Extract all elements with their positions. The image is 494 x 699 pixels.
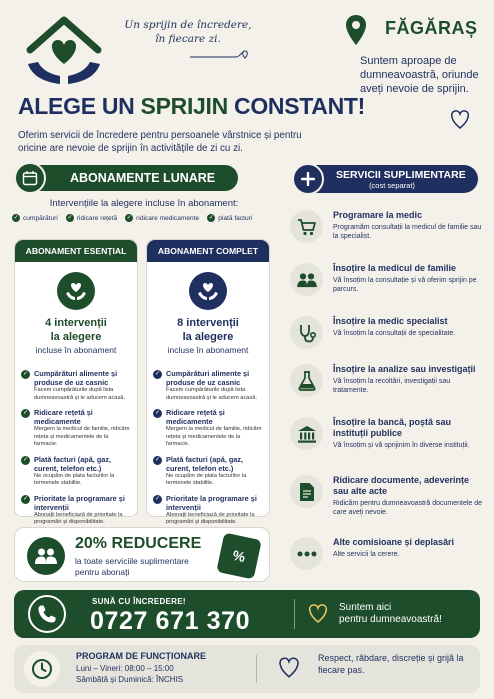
service-item [290, 364, 486, 397]
discount-desc: la toate serviciile suplimentare pentru abonați [75, 556, 189, 577]
city-description: Suntem aproape de dumneavoastră, oriunde aveți nevoie de sprijin. [360, 55, 479, 95]
item-desc: Mergem la medicul de familie, ridicăm rețeta și medicamentele de la farmacie. [34, 426, 130, 447]
people-icon [290, 263, 323, 296]
dots-icon [290, 537, 323, 570]
check-icon: ✓ [22, 371, 29, 377]
tagline [118, 18, 258, 61]
location-pin-icon [345, 14, 367, 46]
plan-name: ABONAMENT COMPLET [147, 240, 269, 262]
service-item [290, 316, 486, 349]
plan-item [153, 369, 263, 402]
document-icon [290, 475, 323, 508]
flask-icon [290, 364, 323, 397]
service-desc: Ridicăm pentru dumneavoastră documentele de care aveți nevoie. [333, 500, 483, 516]
service-title: Însoțire la medicul de familie [333, 263, 457, 273]
chip [207, 214, 252, 222]
call-message-line-1: Suntem aici [339, 602, 392, 613]
page-title [18, 93, 365, 120]
title-part-2: SPRIJIN [140, 93, 228, 119]
extra-services-header [298, 165, 478, 193]
plan-count: 4 intervenții [45, 317, 107, 329]
tagline-line-1: Un sprijin de încredere, [124, 19, 252, 31]
plan-item [21, 455, 131, 488]
monthly-subscriptions-header [14, 165, 238, 191]
values-text: Respect, răbdare, discreție și grijă la fiecare pas. [318, 653, 464, 675]
chip-label: cumpărături [23, 214, 58, 222]
plus-icon [292, 163, 324, 195]
plan-item [21, 494, 131, 527]
intro-text: Oferim servicii de încredere pentru persoanele vârstnice și pentru oricine are nevoie de sprijin în activitățile de zi cu zi. [18, 130, 302, 154]
service-item [290, 263, 486, 296]
service-desc: Vă însoțim și vă sprijinim în diverse instituții. [333, 442, 470, 449]
included-intro: Intervențiile la alegere incluse în abonament: [49, 198, 239, 209]
plan-item [153, 408, 263, 449]
plan-items [15, 369, 137, 527]
schedule-lines [76, 664, 183, 685]
discount-banner [14, 527, 270, 582]
bank-icon [290, 417, 323, 450]
schedule-title: PROGRAM DE FUNCȚIONARE [76, 651, 206, 661]
heart-outline-icon [448, 108, 472, 135]
item-desc: Ne ocupăm de plata facturilor la termenele stabilite. [34, 472, 115, 486]
city-name: FĂGĂRAȘ [385, 18, 478, 38]
check-icon: ✓ [22, 495, 29, 502]
cart-icon [290, 210, 323, 243]
heart-hands-icon [57, 272, 95, 310]
chip [66, 214, 117, 222]
included-chips [12, 214, 282, 222]
service-desc: Programăm consultații la medicul de familie sau la specialist. [333, 224, 482, 240]
extra-services-subtitle: (cost separat) [369, 181, 415, 190]
price-tag-icon: % [216, 532, 261, 579]
chip [12, 214, 58, 222]
plan-card-essential [14, 239, 138, 525]
plan-count-sub: la alegere [50, 331, 102, 343]
stethoscope-icon [290, 316, 323, 349]
plan-count: 8 intervenții [177, 317, 239, 329]
check-icon: ✓ [154, 371, 161, 377]
plan-item [153, 494, 263, 527]
item-desc: Facem cumpărăturile după lista dumneavoastră și le aducem acasă. [166, 387, 258, 401]
discount-title: 20% REDUCERE [75, 535, 202, 552]
service-item [290, 417, 486, 450]
item-title: Cumpărături alimente și produse de uz casnic [34, 369, 118, 387]
check-icon: ✓ [67, 215, 73, 221]
schedule-banner [14, 645, 480, 693]
chip-label: ridicare medicamente [136, 214, 200, 222]
plan-included-note: incluse în abonament [167, 345, 249, 355]
clock-icon [24, 651, 60, 687]
heart-outline-icon [276, 655, 302, 684]
check-icon: ✓ [126, 215, 132, 221]
call-label: SUNĂ CU ÎNCREDERE! [92, 597, 186, 606]
item-desc: Abonații beneficiază de prioritate la programări și disponibilitate. [34, 511, 123, 525]
item-title: Prioritate la programare și intervenții [34, 493, 125, 512]
call-banner [14, 590, 480, 638]
title-part-3: CONSTANT! [234, 93, 366, 119]
calendar-icon [14, 162, 46, 194]
item-title: Plată facturi (apă, gaz, curent, telefon etc.) [34, 454, 112, 473]
divider [294, 599, 295, 629]
plan-card-complete [146, 239, 270, 525]
item-desc: Ne ocupăm de plata facturilor la termenele stabilite. [166, 472, 247, 486]
service-item [290, 475, 486, 517]
check-icon: ✓ [208, 215, 214, 221]
chip-label: ridicare rețetă [76, 214, 118, 222]
monthly-title: ABONAMENTE LUNARE [70, 171, 216, 185]
service-item [290, 537, 486, 570]
schedule-weekend: Sâmbătă și Duminică: ÎNCHIS [76, 674, 184, 684]
logo-house-heart-icon [20, 10, 108, 92]
item-desc: Mergem la medicul de familie, ridicăm rețeta și medicamentele de la farmacie. [166, 426, 262, 447]
item-title: Prioritate la programare și intervenții [166, 493, 257, 512]
item-desc: Facem cumpărăturile după lista dumneavoastră și le aducem acasă. [34, 387, 126, 401]
heart-doodle-icon [188, 47, 258, 61]
phone-icon [28, 595, 66, 633]
service-title: Însoțire la analize sau investigații [333, 364, 476, 374]
heart-outline-icon [306, 602, 330, 629]
service-title: Însoțire la medic specialist [333, 316, 448, 326]
plan-name: ABONAMENT ESENȚIAL [15, 240, 137, 262]
item-desc: Abonații beneficiază de prioritate la programări și disponibilitate. [166, 511, 255, 525]
phone-number[interactable]: 0727 671 370 [90, 607, 251, 635]
item-title: Ridicare rețetă și medicamente [34, 408, 93, 426]
check-icon: ✓ [154, 456, 161, 463]
chip [125, 214, 199, 222]
check-icon: ✓ [13, 215, 19, 221]
item-title: Cumpărături alimente și produse de uz casnic [166, 369, 250, 387]
check-icon: ✓ [154, 410, 161, 416]
heart-hands-icon [189, 272, 227, 310]
check-icon: ✓ [154, 495, 161, 502]
check-icon: ✓ [22, 410, 29, 416]
service-item [290, 210, 486, 243]
service-desc: Vă însoțim la recoltări, investigații sau tratamente. [333, 378, 451, 394]
service-desc: Vă însoțim la consultație și vă oferim sprijin pe parcurs. [333, 277, 477, 293]
extra-services-title: SERVICII SUPLIMENTARE [336, 169, 466, 181]
plan-item [21, 369, 131, 402]
tagline-line-2: în fiecare zi. [155, 33, 221, 45]
call-message [339, 602, 442, 626]
service-desc: Alte servicii la cerere. [333, 551, 400, 558]
plan-included-note: incluse în abonament [35, 345, 117, 355]
call-message-line-2: pentru dumneavoastră! [339, 614, 442, 625]
title-part-1: ALEGE UN [18, 93, 135, 119]
plan-count-sub: la alegere [182, 331, 234, 343]
plan-items [147, 369, 269, 527]
service-title: Programare la medic [333, 210, 423, 220]
service-title: Ridicare documente, adeverințe sau alte acte [333, 475, 470, 496]
schedule-weekdays: Luni – Vineri: 08:00 – 15:00 [76, 664, 174, 673]
item-title: Ridicare rețetă și medicamente [166, 408, 225, 426]
people-icon [27, 537, 65, 575]
service-desc: Vă însoțim la consultații de specialitate. [333, 330, 456, 337]
chip-label: plată facturi [218, 214, 253, 222]
divider [256, 655, 257, 683]
item-title: Plată facturi (apă, gaz, curent, telefon etc.) [166, 454, 244, 473]
plan-item [153, 455, 263, 488]
plan-item [21, 408, 131, 449]
service-title: Însoțire la bancă, poștă sau instituții publice [333, 417, 452, 438]
check-icon: ✓ [22, 456, 29, 463]
service-title: Alte comisioane și deplasări [333, 537, 455, 547]
